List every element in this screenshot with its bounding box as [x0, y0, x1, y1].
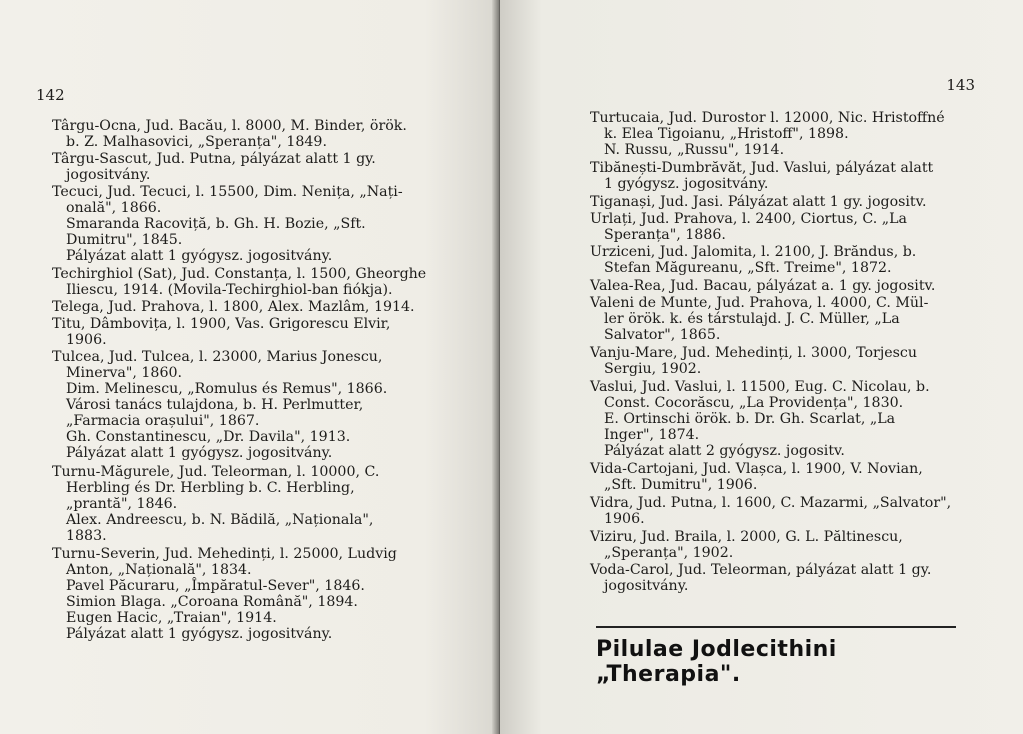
entry-line: Voda-Carol, Jud. Teleorman, pályázat alatt 1 gy.: [590, 562, 932, 579]
entry-line: N. Russu, „Russu", 1914.: [604, 142, 785, 158]
entry-line: Pályázat alatt 1 gyógysz. jogositvány.: [66, 248, 333, 264]
entry-line: Dumitru", 1845.: [66, 232, 183, 248]
entry-line: Vidra, Jud. Putna, l. 1600, C. Mazarmi, „Salvator",: [590, 494, 952, 511]
entry-line: Pályázat alatt 1 gyógysz. jogositvány.: [66, 626, 333, 642]
entry: [52, 266, 426, 298]
entry-line: Sergiu, 1902.: [604, 361, 702, 378]
entry: [52, 349, 387, 461]
entry-line: Stefan Măgureanu, „Sft. Treime", 1872.: [604, 260, 892, 277]
entry: [590, 529, 903, 561]
entry: [590, 278, 935, 294]
entry-line: „Speranța", 1902.: [604, 544, 734, 561]
entry: [590, 110, 945, 158]
entry-line: Turtucaia, Jud. Durostor l. 12000, Nic. Hristoffné: [590, 110, 945, 126]
entry-line: „Sft. Dumitru", 1906.: [604, 477, 758, 494]
entry-line: Telega, Jud. Prahova, l. 1800, Alex. Mazlâm, 1914.: [52, 299, 415, 316]
entry-line: Dim. Melinescu, „Romulus és Remus", 1866.: [66, 380, 388, 397]
entry-line: 1 gyógysz. jogositvány.: [604, 175, 769, 192]
entry-line: b. Z. Malhasovici, „Speranța", 1849.: [66, 134, 327, 150]
entry-line: „Farmacia orașului", 1867.: [66, 412, 260, 429]
advertisement: Pilulae Jodlecithini „Therapia".: [596, 637, 837, 687]
entry-line: k. Elea Tigoianu, „Hristoff", 1898.: [604, 126, 849, 142]
entry-line: Valea-Rea, Jud. Bacau, pályázat a. 1 gy. jogositv.: [590, 278, 936, 294]
entry-line: Alex. Andreescu, b. N. Bădilă, „Naționala",: [66, 511, 374, 528]
entry-line: Tecuci, Jud. Tecuci, l. 15500, Dim. Nenița, „Nați-: [52, 184, 403, 200]
entry-line: Speranța", 1886.: [604, 226, 726, 243]
entry-line: Târgu-Sascut, Jud. Putna, pályázat alatt 1 gy.: [52, 151, 376, 167]
entry-line: Salvator", 1865.: [604, 327, 721, 344]
entry: [590, 379, 930, 459]
entry-line: Turnu-Măgurele, Jud. Teleorman, l. 10000, C.: [52, 463, 380, 480]
entry-line: 1883.: [66, 527, 107, 544]
entry-line: Const. Cocorăscu, „La Providența", 1830.: [604, 394, 904, 411]
entry: [52, 118, 407, 150]
entry-line: Tiganași, Jud. Jasi. Pályázat alatt 1 gy. jogositv.: [590, 193, 927, 210]
entry-line: Anton, „Națională", 1834.: [66, 562, 252, 578]
entry: [590, 345, 917, 377]
entry-line: Târgu-Ocna, Jud. Bacău, l. 8000, M. Binder, örök.: [52, 118, 407, 134]
entry: [590, 244, 916, 276]
entry-line: Simion Blaga. „Coroana Română", 1894.: [66, 594, 358, 610]
entry-line: Herbling és Dr. Herbling b. C. Herbling,: [66, 479, 355, 496]
page-number: 142: [36, 86, 65, 104]
entry: [52, 184, 403, 264]
entry-line: 1906.: [604, 510, 645, 527]
entry-line: jogositvány.: [604, 578, 689, 595]
entry-line: E. Ortinschi örök. b. Dr. Gh. Scarlat, „La: [604, 410, 896, 427]
entry-line: Urziceni, Jud. Jalomita, l. 2100, J. Brăndus, b.: [590, 244, 917, 261]
entry-line: Iliescu, 1914. (Movila-Techirghiol-ban fiókja).: [66, 282, 393, 299]
entry: [52, 464, 379, 544]
entry: [52, 316, 390, 348]
entry-line: „prantă", 1846.: [66, 495, 178, 512]
entry-line: Tibănești-Dumbrăvăt, Jud. Vaslui, pályázat alatt: [590, 159, 934, 176]
entry: [590, 495, 951, 527]
entry-line: Viziru, Jud. Braila, l. 2000, G. L. Păltinescu,: [590, 528, 903, 545]
entry: [52, 299, 415, 315]
entry-line: Inger", 1874.: [604, 426, 700, 443]
entry: [590, 461, 923, 493]
entry-line: Pályázat alatt 2 gyógysz. jogositv.: [604, 442, 845, 459]
entry-line: Pavel Păcuraru, „Împăratul-Sever", 1846.: [66, 578, 365, 594]
divider-rule: [596, 626, 956, 628]
entry: [52, 151, 376, 183]
entry-line: Valeni de Munte, Jud. Prahova, l. 4000, C. Mül-: [590, 295, 929, 312]
entry-line: Techirghiol (Sat), Jud. Constanța, l. 1500, Gheorghe: [52, 266, 427, 283]
entry-line: Városi tanács tulajdona, b. H. Perlmutter,: [66, 396, 364, 413]
entry-line: 1906.: [66, 331, 107, 348]
entry-line: Titu, Dâmbovița, l. 1900, Vas. Grigorescu Elvir,: [52, 315, 391, 332]
entry: [590, 295, 928, 343]
entry: [590, 562, 931, 594]
entry-line: Vida-Cartojani, Jud. Vlașca, l. 1900, V. Novian,: [590, 461, 923, 478]
entry-line: Minerva", 1860.: [66, 364, 183, 381]
entry-line: Vanju-Mare, Jud. Mehedinți, l. 3000, Torjescu: [590, 345, 917, 362]
entry-line: onală", 1866.: [66, 200, 162, 216]
entry-line: Tulcea, Jud. Tulcea, l. 23000, Marius Jonescu,: [52, 348, 383, 365]
entry-line: Turnu-Severin, Jud. Mehedinți, l. 25000, Ludvig: [52, 546, 397, 562]
entry-line: Eugen Hacic, „Traian", 1914.: [66, 610, 277, 626]
entry-line: Pályázat alatt 1 gyógysz. jogositvány.: [66, 444, 333, 461]
entry-line: jogositvány.: [66, 167, 151, 183]
page-number: 143: [946, 76, 975, 94]
entry-line: Smaranda Racoviță, b. Gh. H. Bozie, „Sft.: [66, 216, 366, 232]
entry: [590, 160, 933, 192]
entry-line: Urlați, Jud. Prahova, l. 2400, Ciortus, C. „La: [590, 210, 908, 227]
entry: [590, 211, 907, 243]
entry-line: ler örök. k. és társtulajd. J. C. Müller, „La: [604, 311, 900, 328]
left-page: [0, 0, 500, 734]
entry-line: Vaslui, Jud. Vaslui, l. 11500, Eug. C. Nicolau, b.: [590, 378, 930, 395]
entry-line: Gh. Constantinescu, „Dr. Davila", 1913.: [66, 428, 351, 445]
right-page: [500, 0, 1023, 734]
entry: [590, 194, 926, 210]
entry: [52, 546, 397, 642]
